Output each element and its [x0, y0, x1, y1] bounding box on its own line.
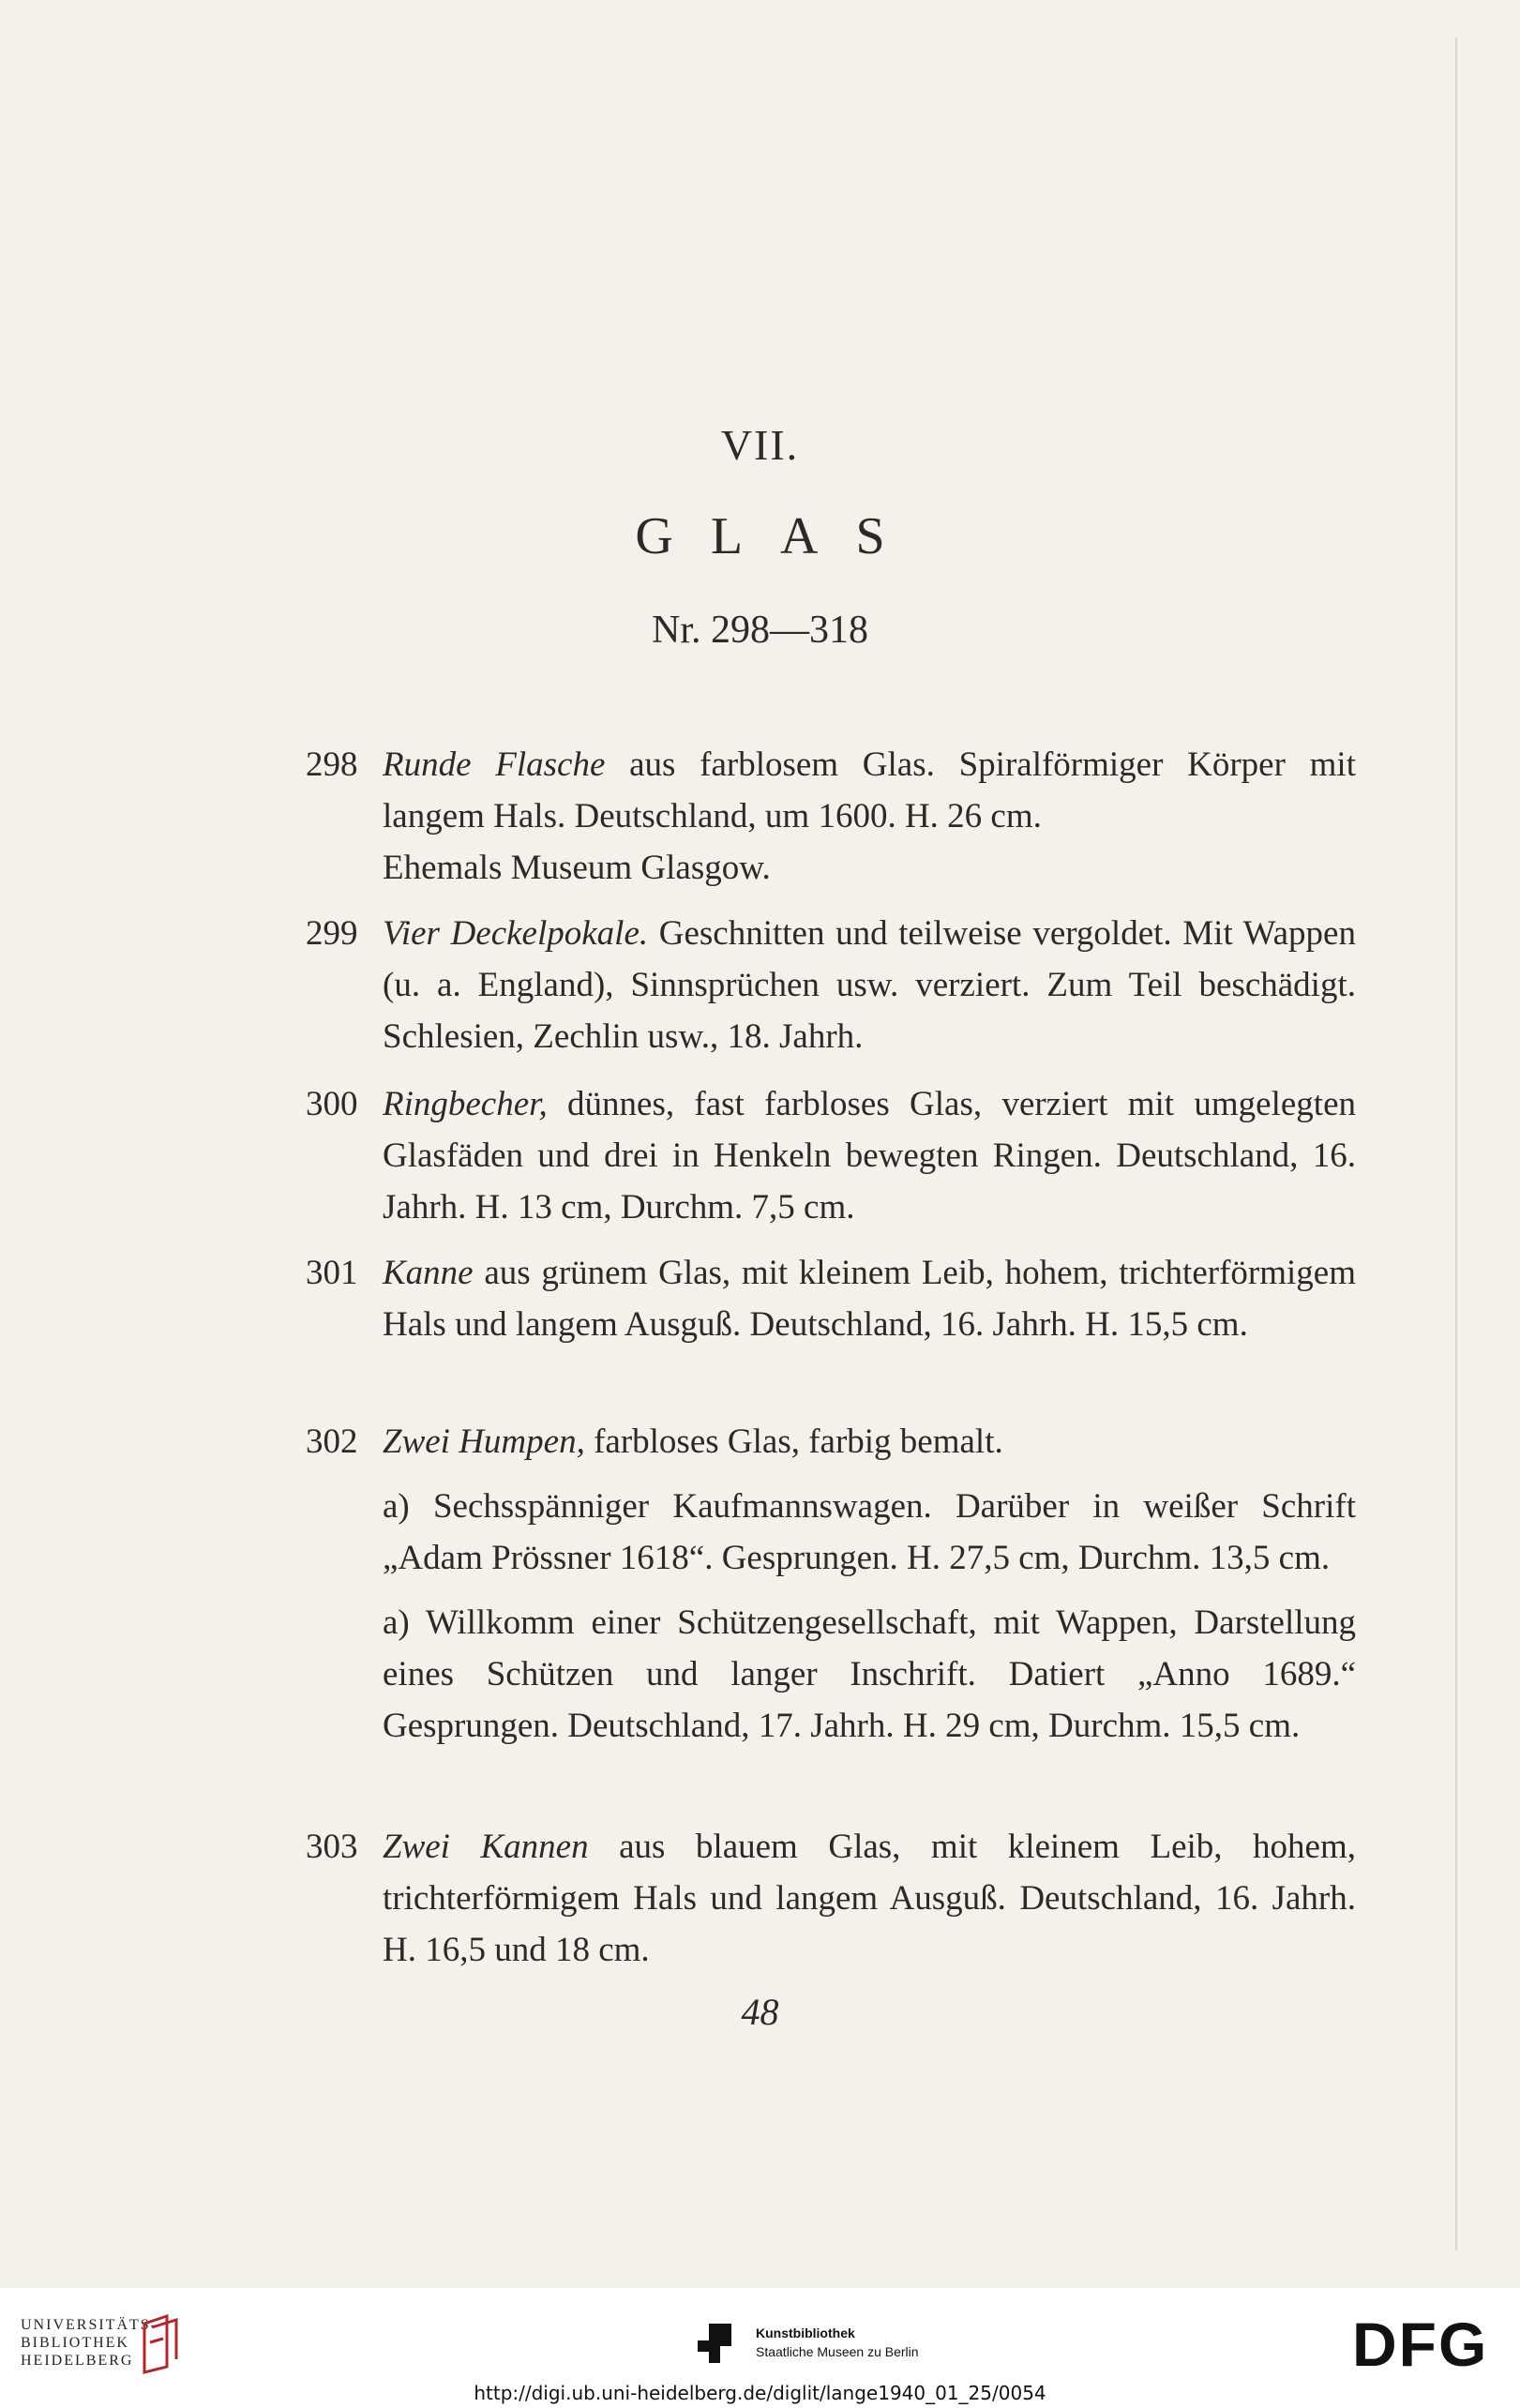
- entry-title: Runde Flasche: [383, 745, 606, 784]
- entry-text: farbloses Glas, farbig bemalt.: [584, 1422, 1003, 1461]
- kunstbibliothek-label: [756, 2324, 919, 2361]
- entry-provenance: Ehemals Museum Glasgow.: [383, 849, 771, 887]
- kunstbibliothek-title: Kunstbibliothek: [756, 2325, 855, 2340]
- permalink-url[interactable]: http://digi.ub.uni-heidelberg.de/diglit/lange1940_01_25/0054: [474, 2382, 1046, 2404]
- catalog-entry-300: [306, 1078, 1356, 1233]
- kunstbibliothek-emblem-icon: [696, 2322, 733, 2365]
- kunstbibliothek-subtitle: Staatliche Museen zu Berlin: [756, 2344, 919, 2359]
- digitization-footer: [0, 2288, 1520, 2408]
- section-range: Nr. 298—318: [652, 609, 868, 652]
- section-number: VII.: [720, 421, 800, 469]
- uni-logo-line2: BIBLIOTHEK: [21, 2335, 129, 2351]
- entry-title: Vier Deckelpokale.: [383, 914, 649, 953]
- entry-title: Zwei Humpen,: [383, 1422, 585, 1461]
- entry-title: Kanne: [383, 1254, 474, 1292]
- catalog-entry-299: [306, 908, 1356, 1062]
- catalog-entry-298: [306, 739, 1356, 894]
- page-edge-shadow: [1455, 38, 1457, 2250]
- entry-title: Zwei Kannen: [383, 1828, 589, 1866]
- entry-subitem-b: a) Willkomm einer Schützengesellschaft, mit Wappen, Darstellung eines Schützen und langer Inschrift. Datiert „Anno 1689.“ Gesprungen. Deutschland, 17. Jahrh. H. 29 cm, Durchm. 15,5 cm.: [383, 1603, 1356, 1745]
- entry-body: [383, 1247, 1356, 1350]
- entry-number: 299: [306, 914, 358, 953]
- catalog-entry-302: [306, 1416, 1356, 1752]
- catalog-entry-301: [306, 1247, 1356, 1350]
- uni-logo-line1: UNIVERSITÄTS-: [21, 2317, 158, 2333]
- entry-subitem-a: a) Sechsspänniger Kaufmannswagen. Darüber in weißer Schrift „Adam Prössner 1618“. Gesprungen. H. 27,5 cm, Durchm. 13,5 cm.: [383, 1487, 1356, 1577]
- entry-text: aus farblosem Glas. Spiralförmiger Körper mit langem Hals. Deutschland, um 1600. H. 26 cm.: [383, 745, 1356, 835]
- dfg-logo: DFG: [1352, 2310, 1489, 2379]
- entry-body: [383, 739, 1356, 894]
- entry-number: 302: [306, 1422, 358, 1461]
- entry-body: [383, 1416, 1356, 1467]
- entry-body: [383, 1821, 1356, 1976]
- entry-text: aus grünem Glas, mit kleinem Leib, hohem, trichterförmigem Hals und langem Ausguß. Deutschland, 16. Jahrh. H. 15,5 cm.: [383, 1254, 1356, 1344]
- section-title: GLAS: [635, 507, 923, 565]
- page-number: 48: [741, 1991, 779, 2033]
- entry-number: 298: [306, 745, 358, 784]
- entry-number: 303: [306, 1828, 358, 1866]
- catalog-entry-303: [306, 1821, 1356, 1976]
- entry-text: aus blauem Glas, mit kleinem Leib, hohem, trichterförmigem Hals und langem Ausguß. Deutschland, 16. Jahrh. H. 16,5 und 18 cm.: [383, 1828, 1356, 1969]
- entry-body: [383, 1078, 1356, 1233]
- entry-text: Geschnitten und teilweise vergoldet. Mit Wappen (u. a. England), Sinnsprüchen usw. verziert. Zum Teil beschädigt. Schlesien, Zechlin usw., 18. Jahrh.: [383, 914, 1356, 1056]
- entry-body: [383, 908, 1356, 1062]
- entry-number: 300: [306, 1085, 358, 1123]
- entry-title: Ringbecher,: [383, 1085, 548, 1123]
- uni-logo-line3: HEIDELBERG: [21, 2353, 134, 2369]
- university-library-logo: [21, 2316, 158, 2370]
- university-emblem-icon: [139, 2314, 182, 2374]
- entry-text: dünnes, fast farbloses Glas, verziert mit umgelegten Glasfäden und drei in Henkeln bewegten Ringen. Deutschland, 16. Jahrh. H. 13 cm, Durchm. 7,5 cm.: [383, 1085, 1356, 1227]
- entry-number: 301: [306, 1254, 358, 1292]
